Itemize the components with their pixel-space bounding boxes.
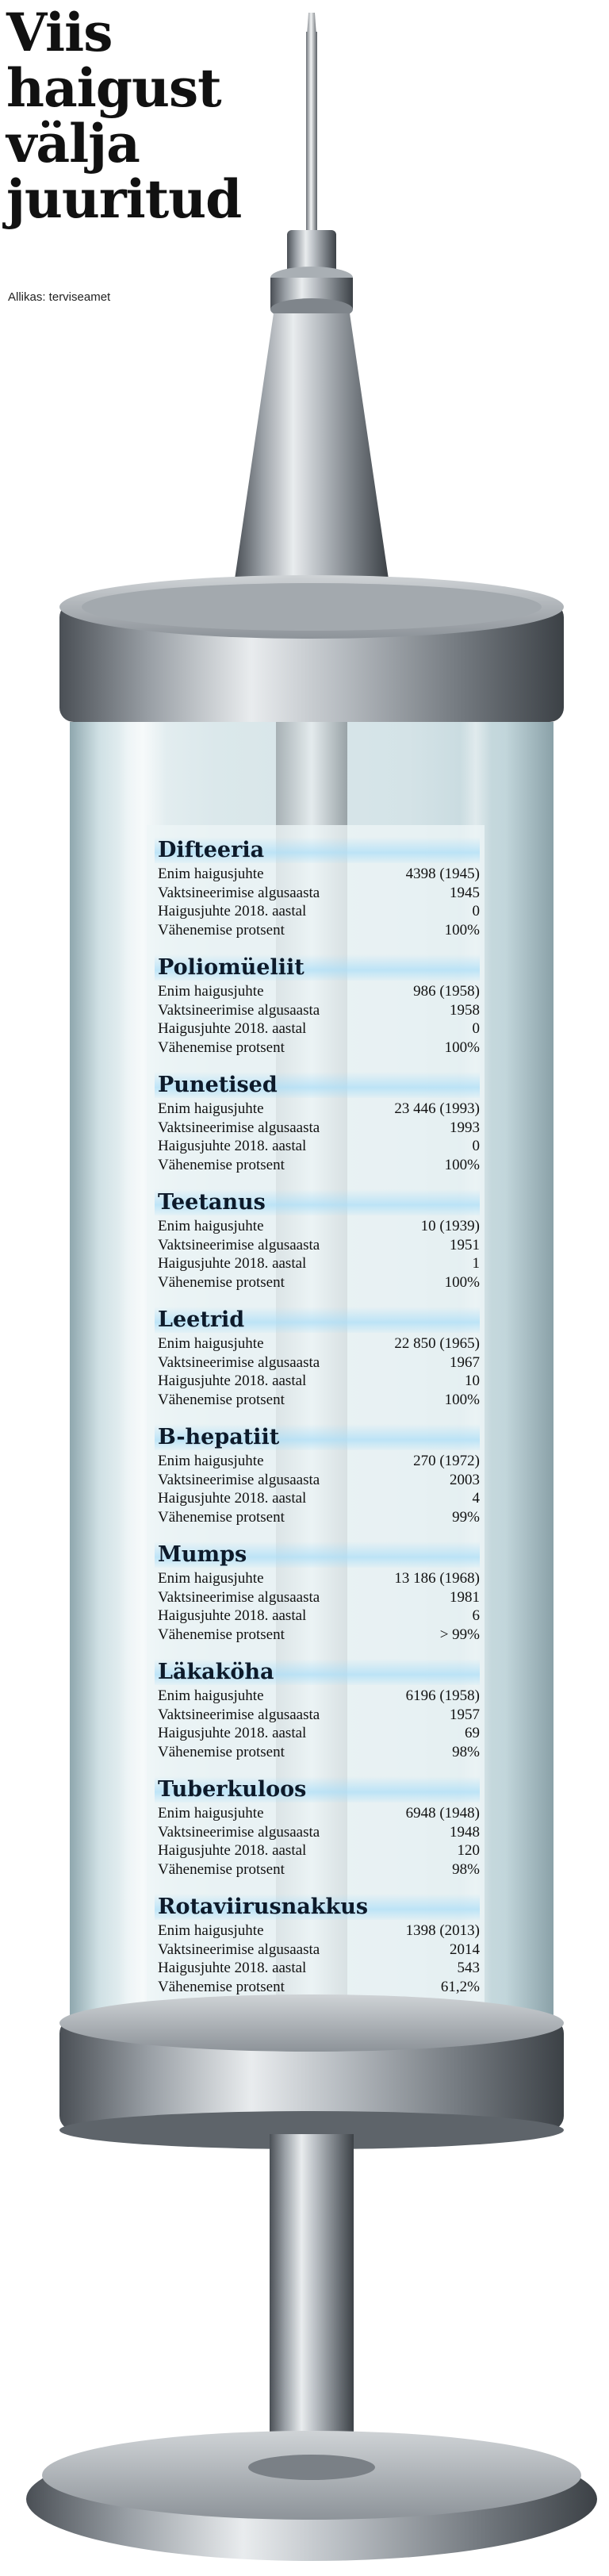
stat-value: 100% [444, 1273, 480, 1291]
stat-label: Vähenemise protsent [158, 1860, 285, 1878]
stat-value: 1 [472, 1255, 480, 1272]
stat-label: Enim haigusjuhte [158, 983, 264, 1000]
stat-row [155, 1471, 480, 1490]
stat-row [155, 1391, 480, 1410]
stat-row [155, 1508, 480, 1527]
stat-value: 1951 [450, 1236, 480, 1253]
stat-row [155, 865, 480, 884]
stat-value: 61,2% [440, 1978, 480, 1995]
disease-name: Mumps [155, 1541, 480, 1568]
plunger-shaft [270, 2134, 354, 2436]
disease-list [155, 837, 480, 2011]
disease-block [155, 1189, 480, 1307]
stat-row [155, 982, 480, 1001]
stat-label: Haigusjuhte 2018. aastal [158, 1255, 307, 1272]
stat-label: Vähenemise protsent [158, 1391, 285, 1408]
stat-value: 543 [457, 1960, 480, 1976]
stat-label: Vähenemise protsent [158, 1508, 285, 1526]
stat-row [155, 1921, 480, 1941]
stat-label: Haigusjuhte 2018. aastal [158, 903, 307, 919]
stat-value: 4 [472, 1490, 480, 1507]
stat-value: 0 [472, 1020, 480, 1037]
stat-label: Enim haigusjuhte [158, 1805, 264, 1822]
stat-label: Vähenemise protsent [158, 921, 285, 939]
stat-label: Vaktsineerimise algusaasta [158, 1471, 320, 1488]
stat-row [155, 1569, 480, 1588]
stat-row [155, 1156, 480, 1175]
disease-name: Läkaköha [155, 1659, 480, 1685]
stat-row [155, 1607, 480, 1626]
disease-block [155, 1659, 480, 1776]
disease-block [155, 837, 480, 954]
stat-value: 6 [472, 1607, 480, 1624]
stat-value: 1398 (2013) [405, 1922, 480, 1939]
stat-value: 4398 (1945) [405, 866, 480, 882]
disease-name: Punetised [155, 1072, 480, 1098]
stat-label: Vaktsineerimise algusaasta [158, 1706, 320, 1723]
stat-label: Haigusjuhte 2018. aastal [158, 1960, 307, 1976]
disease-block [155, 1307, 480, 1424]
stat-value: > 99% [439, 1626, 480, 1643]
stat-value: 10 (1939) [420, 1218, 480, 1234]
stat-row [155, 1273, 480, 1292]
stat-label: Enim haigusjuhte [158, 1570, 264, 1587]
stat-value: 1957 [450, 1706, 480, 1723]
stat-row [155, 1236, 480, 1255]
disease-name: Leetrid [155, 1307, 480, 1333]
stat-value: 22 850 (1965) [394, 1335, 480, 1352]
stat-row [155, 1687, 480, 1706]
stat-row [155, 1137, 480, 1156]
stat-value: 99% [452, 1508, 480, 1526]
stat-label: Enim haigusjuhte [158, 866, 264, 882]
stat-row [155, 1860, 480, 1879]
title-line: välja [6, 113, 140, 175]
stat-row [155, 1353, 480, 1372]
stat-row [155, 1804, 480, 1823]
stat-row [155, 1588, 480, 1607]
stat-label: Vähenemise protsent [158, 1038, 285, 1056]
stat-label: Haigusjuhte 2018. aastal [158, 1842, 307, 1859]
stat-row [155, 1626, 480, 1645]
stat-row [155, 1489, 480, 1508]
stat-label: Vähenemise protsent [158, 1156, 285, 1173]
title-line: haigust [6, 57, 221, 119]
disease-block [155, 1541, 480, 1659]
stat-value: 1945 [450, 884, 480, 901]
stat-value: 1967 [450, 1353, 480, 1371]
title-line: juuritud [6, 168, 242, 230]
stat-row [155, 1217, 480, 1236]
stat-label: Haigusjuhte 2018. aastal [158, 1138, 307, 1154]
stat-row [155, 902, 480, 921]
stat-label: Haigusjuhte 2018. aastal [158, 1020, 307, 1037]
stat-row [155, 921, 480, 940]
stat-row [155, 1001, 480, 1020]
needle [306, 32, 317, 238]
stat-value: 2014 [450, 1941, 480, 1958]
stat-value: 0 [472, 1138, 480, 1154]
stat-value: 1993 [450, 1119, 480, 1136]
disease-name: B-hepatiit [155, 1424, 480, 1450]
stat-label: Vähenemise protsent [158, 1626, 285, 1643]
stat-row [155, 1334, 480, 1353]
stat-row [155, 1372, 480, 1391]
stat-row [155, 1119, 480, 1138]
disease-block [155, 1894, 480, 2011]
stat-row [155, 1254, 480, 1273]
stat-value: 270 (1972) [413, 1453, 480, 1469]
stat-value: 69 [465, 1725, 480, 1741]
disease-block [155, 1424, 480, 1541]
stat-label: Vaktsineerimise algusaasta [158, 1588, 320, 1606]
stat-label: Enim haigusjuhte [158, 1100, 264, 1117]
stat-row [155, 1706, 480, 1725]
stat-label: Enim haigusjuhte [158, 1922, 264, 1939]
stat-label: Vähenemise protsent [158, 1743, 285, 1760]
stat-value: 13 186 (1968) [394, 1570, 480, 1587]
source-credit: Allikas: terviseamet [8, 290, 111, 304]
stat-row [155, 884, 480, 903]
stat-value: 100% [444, 921, 480, 939]
stat-row [155, 1978, 480, 1997]
stat-label: Vaktsineerimise algusaasta [158, 1823, 320, 1841]
stat-value: 120 [457, 1842, 480, 1859]
stat-value: 1981 [450, 1588, 480, 1606]
stat-row [155, 1019, 480, 1038]
stat-value: 100% [444, 1038, 480, 1056]
stat-label: Vähenemise protsent [158, 1978, 285, 1995]
stat-value: 1958 [450, 1001, 480, 1019]
stat-value: 2003 [450, 1471, 480, 1488]
stat-label: Haigusjuhte 2018. aastal [158, 1372, 307, 1389]
disease-name: Poliomüeliit [155, 954, 480, 981]
stat-label: Vaktsineerimise algusaasta [158, 1236, 320, 1253]
disease-name: Teetanus [155, 1189, 480, 1215]
disease-name: Tuberkuloos [155, 1776, 480, 1802]
stat-label: Vaktsineerimise algusaasta [158, 1119, 320, 1136]
stat-value: 100% [444, 1391, 480, 1408]
stat-row [155, 1724, 480, 1743]
stat-label: Vaktsineerimise algusaasta [158, 1001, 320, 1019]
stat-value: 0 [472, 903, 480, 919]
stat-label: Enim haigusjuhte [158, 1687, 264, 1704]
stat-label: Vähenemise protsent [158, 1273, 285, 1291]
stat-value: 98% [452, 1860, 480, 1878]
stat-value: 986 (1958) [413, 983, 480, 1000]
stat-row [155, 1038, 480, 1058]
stat-value: 98% [452, 1743, 480, 1760]
stat-label: Enim haigusjuhte [158, 1218, 264, 1234]
page-title [6, 2, 242, 230]
stat-label: Haigusjuhte 2018. aastal [158, 1490, 307, 1507]
disease-name: Difteeria [155, 837, 480, 863]
stat-value: 6948 (1948) [405, 1805, 480, 1822]
stat-row [155, 1743, 480, 1762]
stat-value: 10 [465, 1372, 480, 1389]
stat-row [155, 1100, 480, 1119]
stat-value: 23 446 (1993) [394, 1100, 480, 1117]
stat-value: 6196 (1958) [405, 1687, 480, 1704]
stat-row [155, 1452, 480, 1471]
syringe-cone [235, 313, 389, 579]
stat-label: Vaktsineerimise algusaasta [158, 884, 320, 901]
stat-label: Haigusjuhte 2018. aastal [158, 1607, 307, 1624]
disease-name: Rotaviirusnakkus [155, 1894, 480, 1920]
disease-block [155, 1072, 480, 1189]
stat-row [155, 1823, 480, 1842]
stat-label: Enim haigusjuhte [158, 1335, 264, 1352]
stat-row [155, 1841, 480, 1860]
title-line: Viis [6, 2, 113, 63]
stat-label: Enim haigusjuhte [158, 1453, 264, 1469]
stat-label: Vaktsineerimise algusaasta [158, 1941, 320, 1958]
stat-value: 1948 [450, 1823, 480, 1841]
stat-row [155, 1941, 480, 1960]
disease-block [155, 954, 480, 1072]
stat-row [155, 1959, 480, 1978]
stat-value: 100% [444, 1156, 480, 1173]
stat-label: Haigusjuhte 2018. aastal [158, 1725, 307, 1741]
disease-block [155, 1776, 480, 1894]
stat-label: Vaktsineerimise algusaasta [158, 1353, 320, 1371]
